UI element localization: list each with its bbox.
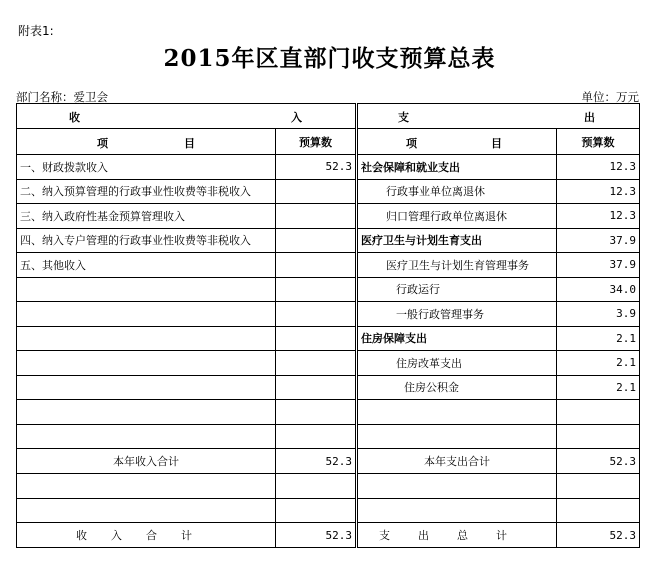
table-row bbox=[17, 400, 640, 425]
table-row bbox=[17, 204, 640, 229]
grand-total-row-expense-label: 支出总计 bbox=[358, 523, 557, 548]
grand-total-row-income-label: 收入合计 bbox=[17, 523, 276, 548]
column-header-row bbox=[17, 129, 640, 155]
expense-value-cell: 2.1 bbox=[557, 326, 640, 351]
income-item-cell bbox=[17, 326, 276, 351]
income-value-cell bbox=[276, 351, 356, 376]
income-value-cell bbox=[276, 375, 356, 400]
expense-header-char2: 出 bbox=[584, 111, 595, 124]
income-item-cell bbox=[17, 302, 276, 327]
department-name: 部门名称：爱卫会 bbox=[16, 90, 108, 104]
grand-total-row-expense-value: 52.3 bbox=[557, 523, 640, 548]
table-row bbox=[17, 277, 640, 302]
income-value-cell bbox=[276, 228, 356, 253]
expense-item-cell: 社会保障和就业支出 bbox=[358, 155, 557, 180]
table-row bbox=[17, 302, 640, 327]
income-item-cell bbox=[17, 424, 276, 449]
table-row bbox=[17, 351, 640, 376]
income-header-char2: 入 bbox=[291, 111, 302, 124]
income-item-cell bbox=[17, 277, 276, 302]
expense-header-char1: 支 bbox=[398, 111, 409, 124]
expense-item-header bbox=[358, 129, 557, 155]
table-row bbox=[17, 375, 640, 400]
expense-item-cell: 住房保障支出 bbox=[358, 326, 557, 351]
year-total-row-income-value: 52.3 bbox=[276, 449, 356, 474]
expense-item-char1: 项 bbox=[406, 137, 417, 150]
year-total-row-expense-label: 本年支出合计 bbox=[358, 449, 557, 474]
year-total-row bbox=[17, 449, 640, 474]
income-item-cell: 三、纳入政府性基金预算管理收入 bbox=[17, 204, 276, 229]
table-row bbox=[17, 326, 640, 351]
expense-value-cell: 37.9 bbox=[557, 253, 640, 278]
income-value-cell bbox=[276, 424, 356, 449]
expense-value-cell: 12.3 bbox=[557, 179, 640, 204]
expense-value-cell bbox=[557, 400, 640, 425]
unit-label: 单位：万元 bbox=[581, 90, 639, 104]
table-row bbox=[17, 253, 640, 278]
expense-item-cell bbox=[358, 400, 557, 425]
expense-budget-header: 预算数 bbox=[557, 129, 640, 155]
income-section-header bbox=[17, 104, 356, 129]
expense-value-cell bbox=[557, 424, 640, 449]
expense-value-cell: 2.1 bbox=[557, 351, 640, 376]
income-item-cell: 一、财政拨款收入 bbox=[17, 155, 276, 180]
expense-value-cell: 3.9 bbox=[557, 302, 640, 327]
table-row bbox=[17, 155, 640, 180]
expense-value-cell: 12.3 bbox=[557, 155, 640, 180]
income-item-header bbox=[17, 129, 276, 155]
year-total-row-expense-value: 52.3 bbox=[557, 449, 640, 474]
expense-item-cell: 医疗卫生与计划生育支出 bbox=[358, 228, 557, 253]
table-row bbox=[17, 228, 640, 253]
income-item-cell: 四、纳入专户管理的行政事业性收费等非税收入 bbox=[17, 228, 276, 253]
page-title: 2015年区直部门收支预算总表 bbox=[163, 45, 496, 72]
expense-section-header bbox=[358, 104, 640, 129]
budget-table bbox=[16, 103, 640, 548]
expense-item-cell: 医疗卫生与计划生育管理事务 bbox=[358, 253, 557, 278]
income-value-cell bbox=[276, 326, 356, 351]
expense-item-cell: 行政运行 bbox=[358, 277, 557, 302]
table-row bbox=[17, 179, 640, 204]
expense-value-cell: 37.9 bbox=[557, 228, 640, 253]
income-item-cell bbox=[17, 400, 276, 425]
expense-item-cell: 住房改革支出 bbox=[358, 351, 557, 376]
blank-row bbox=[17, 474, 640, 499]
income-value-cell bbox=[276, 277, 356, 302]
income-value-cell: 52.3 bbox=[276, 155, 356, 180]
blank-row bbox=[17, 498, 640, 523]
expense-value-cell: 2.1 bbox=[557, 375, 640, 400]
expense-item-cell: 一般行政管理事务 bbox=[358, 302, 557, 327]
grand-total-row-income-value: 52.3 bbox=[276, 523, 356, 548]
section-header-row bbox=[17, 104, 640, 129]
expense-item-cell: 住房公积金 bbox=[358, 375, 557, 400]
income-value-cell bbox=[276, 400, 356, 425]
grand-total-row bbox=[17, 523, 640, 548]
income-item-cell bbox=[17, 375, 276, 400]
expense-value-cell: 34.0 bbox=[557, 277, 640, 302]
income-value-cell bbox=[276, 302, 356, 327]
year-total-row-income-label: 本年收入合计 bbox=[17, 449, 276, 474]
income-item-cell bbox=[17, 351, 276, 376]
table-row bbox=[17, 424, 640, 449]
income-item-cell: 五、其他收入 bbox=[17, 253, 276, 278]
income-value-cell bbox=[276, 179, 356, 204]
income-item-char1: 项 bbox=[97, 137, 108, 150]
expense-item-cell: 归口管理行政单位离退休 bbox=[358, 204, 557, 229]
attachment-label: 附表1: bbox=[18, 24, 54, 38]
expense-item-char2: 目 bbox=[491, 137, 502, 150]
income-budget-header: 预算数 bbox=[276, 129, 356, 155]
income-value-cell bbox=[276, 204, 356, 229]
income-header-char1: 收 bbox=[69, 111, 80, 124]
expense-item-cell: 行政事业单位离退休 bbox=[358, 179, 557, 204]
income-item-cell: 二、纳入预算管理的行政事业性收费等非税收入 bbox=[17, 179, 276, 204]
expense-item-cell bbox=[358, 424, 557, 449]
income-value-cell bbox=[276, 253, 356, 278]
expense-value-cell: 12.3 bbox=[557, 204, 640, 229]
income-item-char2: 目 bbox=[184, 137, 195, 150]
